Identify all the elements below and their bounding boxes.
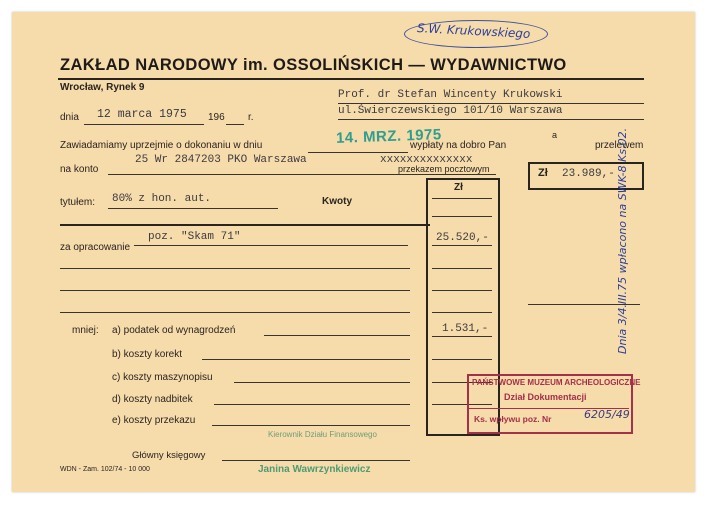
publisher-address: Wrocław, Rynek 9 bbox=[60, 82, 145, 93]
date-suffix: r. bbox=[248, 112, 254, 123]
deduction-c-line bbox=[234, 382, 410, 383]
handwritten-name: S.W. Krukowskiego bbox=[416, 21, 531, 41]
document-sheet bbox=[12, 12, 695, 492]
year-line bbox=[226, 124, 244, 125]
deduction-e: e) koszty przekazu bbox=[112, 415, 196, 426]
notice-text: Zawiadamiamy uprzejmie o dokonaniu w dniu bbox=[60, 140, 263, 151]
section-rule-1 bbox=[60, 224, 430, 226]
opracowanie-amount: 25.520,- bbox=[436, 232, 489, 244]
notice-payout-text: wypłaty na dobro Pan bbox=[410, 140, 507, 151]
notice-transfer-text: przelewem bbox=[595, 140, 644, 151]
museum-stamp-dept: Dział Dokumentacji bbox=[504, 392, 587, 402]
amount-line-0 bbox=[432, 216, 492, 217]
museum-stamp-title: PAŃSTWOWE MUZEUM ARCHEOLOGICZNE bbox=[472, 378, 641, 387]
title-typed: 80% z hon. aut. bbox=[112, 193, 212, 205]
title-line bbox=[108, 208, 278, 209]
deduction-c: c) koszty maszynopisu bbox=[112, 372, 213, 383]
blank-line-3 bbox=[60, 312, 410, 313]
museum-stamp-entry: Ks. wpływu poz. Nr bbox=[474, 414, 552, 424]
title-label: tytułem: bbox=[60, 197, 96, 208]
year-prefix: 196 bbox=[208, 112, 225, 123]
deduction-a-amount: 1.531,- bbox=[442, 323, 489, 335]
stamp-role: Kierownik Działu Finansowego bbox=[268, 430, 377, 439]
museum-stamp-number: 6205/49 bbox=[584, 408, 630, 421]
recipient-name: Prof. dr Stefan Wincenty Krukowski bbox=[338, 89, 563, 101]
account-label: na konto bbox=[60, 164, 99, 175]
deduction-a: a) podatek od wynagrodzeń bbox=[112, 325, 236, 336]
deduction-b: b) koszty korekt bbox=[112, 349, 183, 360]
kwoty-label: Kwoty bbox=[322, 196, 352, 207]
deduction-b-line bbox=[202, 359, 410, 360]
signature-line bbox=[222, 460, 410, 461]
amount-line-2 bbox=[432, 268, 492, 269]
recipient-street: ul.Świerczewskiego 101/10 Warszawa bbox=[338, 105, 563, 117]
amounts-column-top bbox=[426, 178, 498, 180]
zl-header-rule bbox=[432, 198, 492, 199]
margin-note: Dnia 3/4.III.75 wpłacono na SWK-8 Ks.02. bbox=[616, 127, 629, 354]
deduction-d-line bbox=[214, 404, 410, 405]
amount-line-1 bbox=[432, 245, 492, 246]
recipient-line-1 bbox=[338, 103, 644, 104]
stamp-name: Janina Wawrzynkiewicz bbox=[258, 464, 371, 475]
notice-superscript: a bbox=[552, 130, 558, 140]
account-line bbox=[108, 174, 496, 175]
deduction-e-line bbox=[212, 425, 410, 426]
amount-line-4 bbox=[432, 312, 492, 313]
deduction-a-line bbox=[264, 335, 410, 336]
chief-accountant-label: Główny księgowy bbox=[132, 450, 206, 461]
amount-line-3 bbox=[432, 290, 492, 291]
opracowanie-line bbox=[134, 245, 408, 246]
date-line bbox=[84, 124, 204, 125]
header-rule bbox=[58, 78, 644, 80]
blank-line-1 bbox=[60, 268, 410, 269]
total-value: 23.989,- bbox=[562, 168, 615, 180]
deduction-d: d) koszty nadbitek bbox=[112, 394, 193, 405]
amount-line-6 bbox=[432, 359, 492, 360]
stamp-date: 14. MRZ. 1975 bbox=[335, 126, 442, 147]
account-note: przekazem pocztowym bbox=[398, 164, 490, 174]
print-code: WDN - Zam. 102/74 - 10 000 bbox=[60, 466, 150, 473]
typed-date: 12 marca 1975 bbox=[97, 108, 187, 121]
total-label: Zł bbox=[538, 167, 548, 179]
opracowanie-typed: poz. "Skam 71" bbox=[148, 231, 241, 243]
account-value: 25 Wr 2847203 PKO Warszawa bbox=[135, 154, 307, 166]
amount-line-5 bbox=[432, 336, 492, 337]
account-struck: xxxxxxxxxxxxxx bbox=[380, 154, 473, 166]
date-label: dnia bbox=[60, 112, 79, 123]
notice-date-line bbox=[308, 152, 408, 153]
blank-line-2 bbox=[60, 290, 410, 291]
zl-header: Zł bbox=[454, 182, 463, 193]
recipient-line-2 bbox=[338, 119, 644, 120]
publisher-title: ZAKŁAD NARODOWY im. OSSOLIŃSKICH — WYDAWNICTWO bbox=[60, 56, 567, 74]
deductions-label: mniej: bbox=[72, 325, 99, 336]
opracowanie-label: za opracowanie bbox=[60, 242, 131, 253]
